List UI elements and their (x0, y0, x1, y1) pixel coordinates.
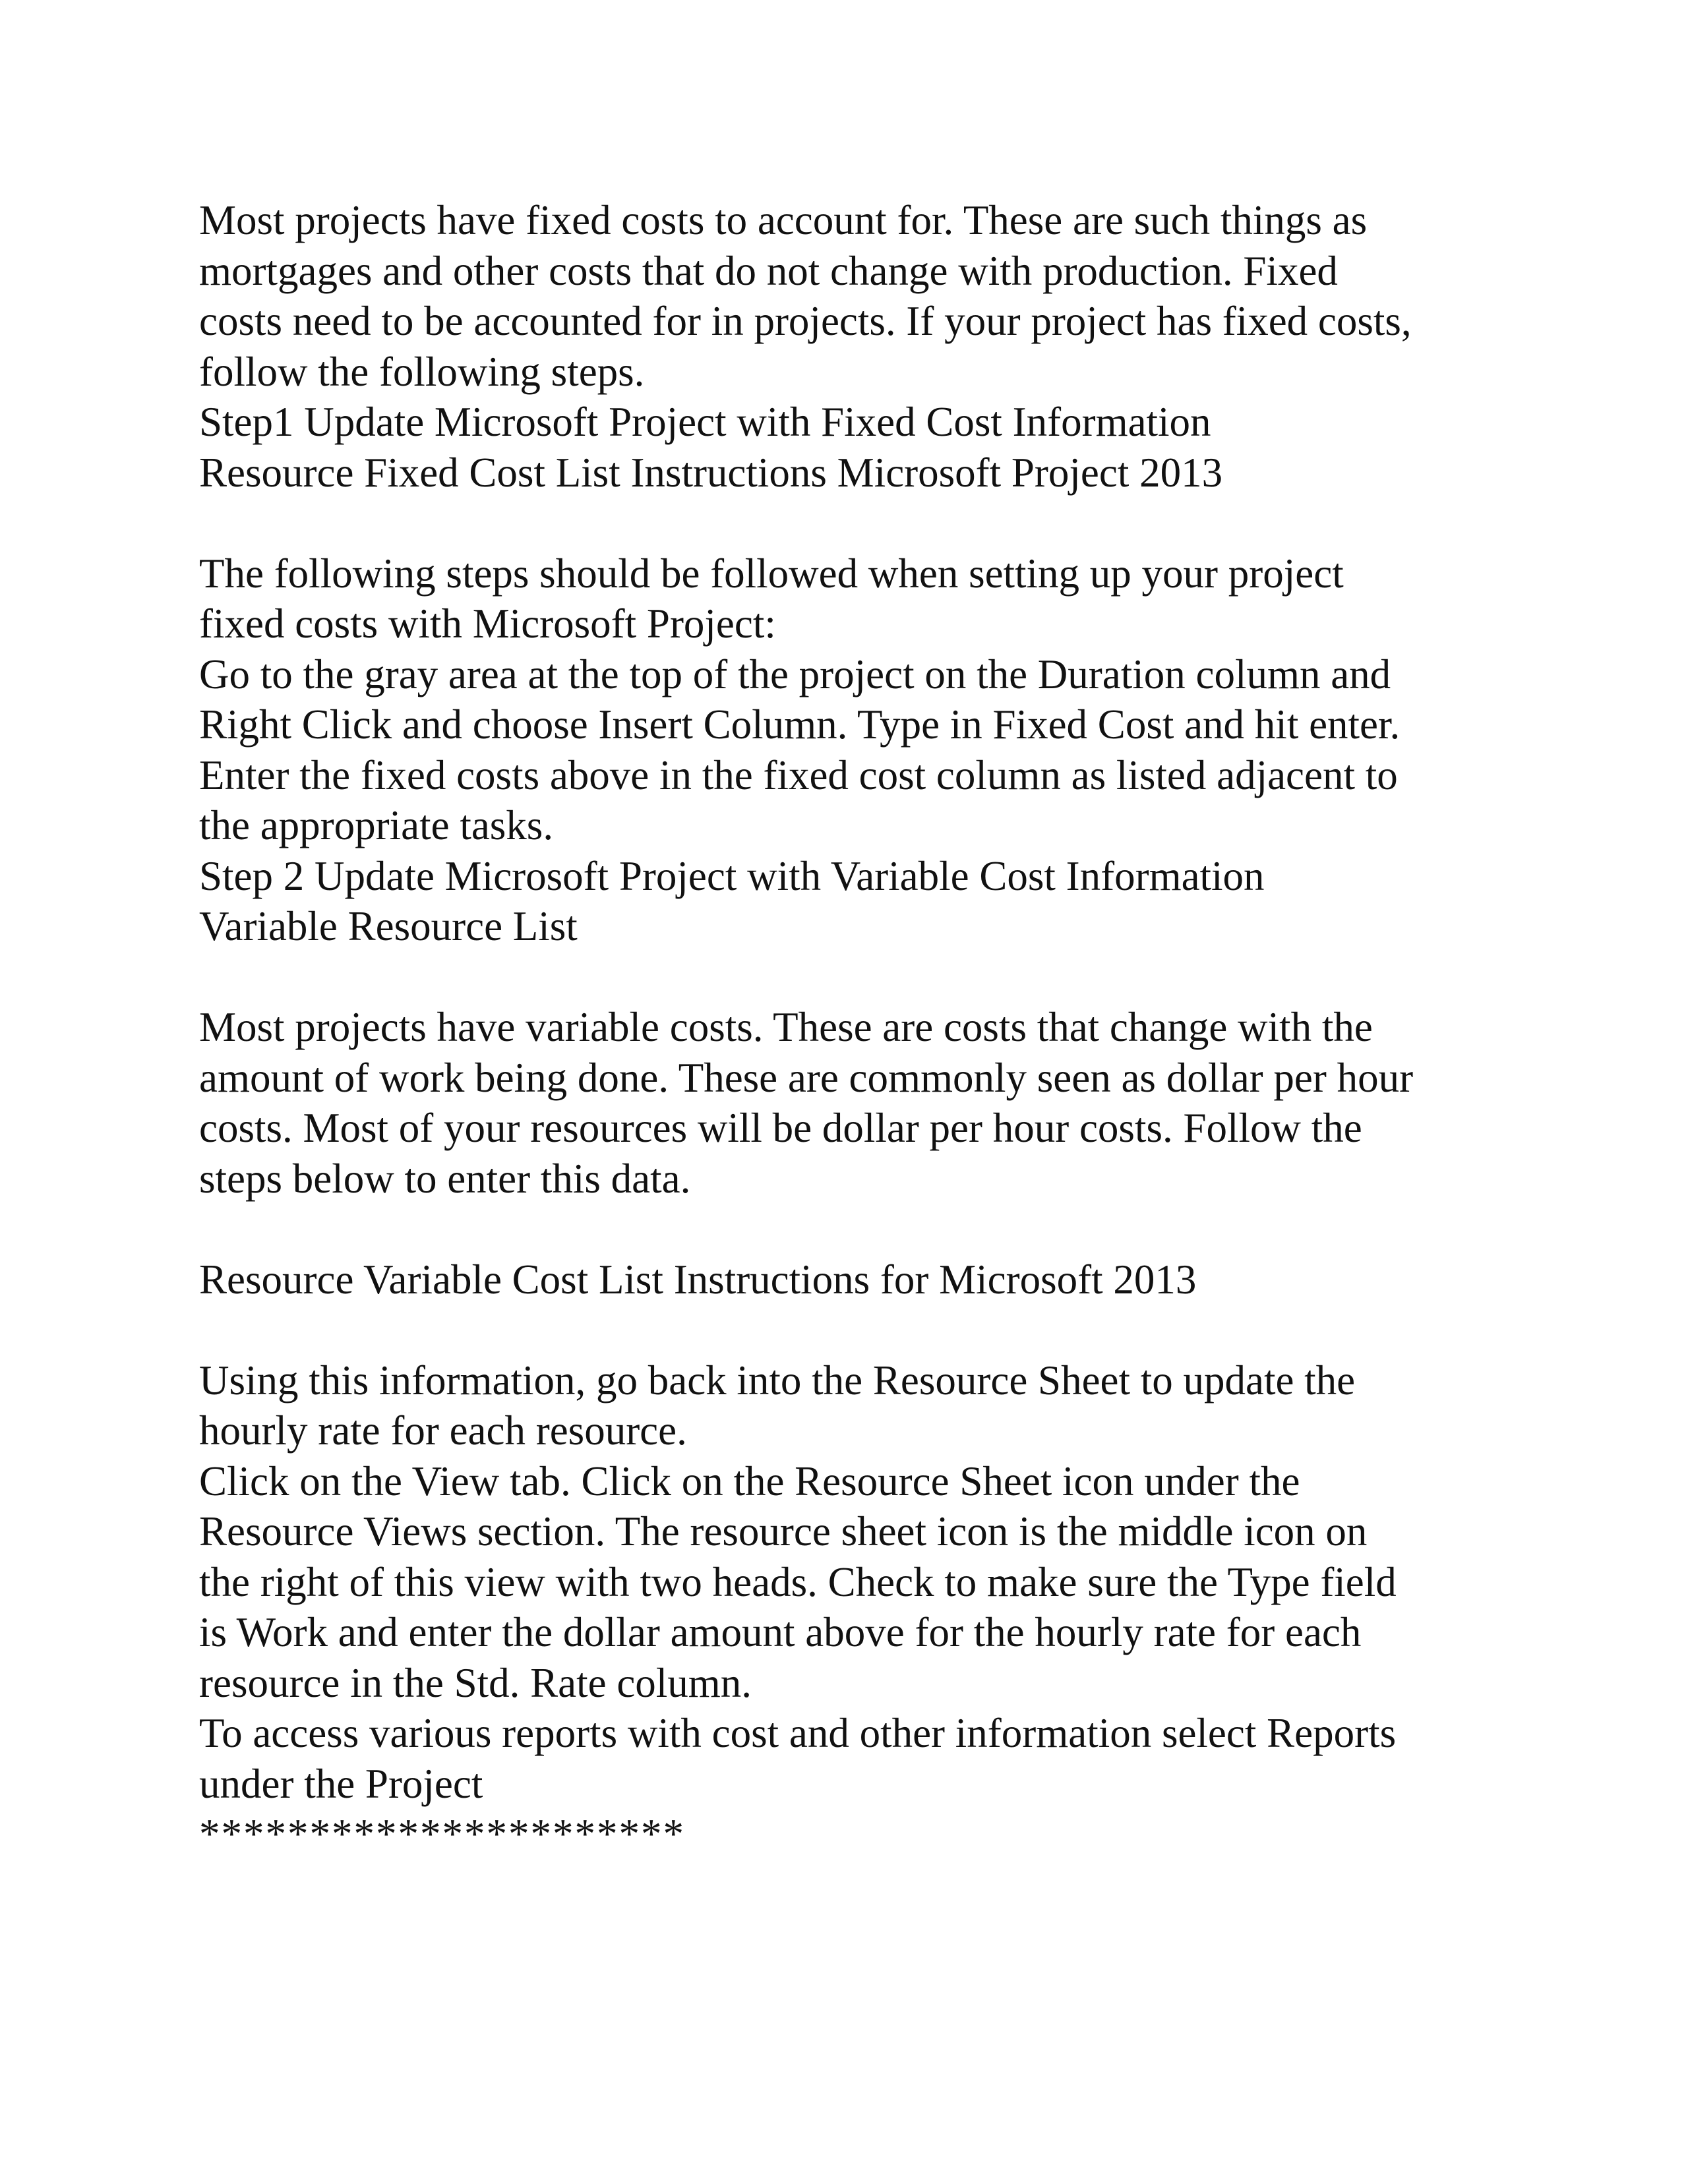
text-line: Most projects have fixed costs to account for. These are such things as (199, 197, 1368, 243)
text-line: resource in the Std. Rate column. (199, 1659, 752, 1706)
text-line: amount of work being done. These are commonly seen as dollar per hour (199, 1054, 1414, 1101)
section-heading: Variable Resource List (199, 903, 578, 949)
blank-line (199, 1305, 1551, 1355)
blank-line (199, 1204, 1551, 1254)
blank-line (199, 952, 1551, 1003)
section-heading: Resource Variable Cost List Instructions for Microsoft 2013 (199, 1256, 1197, 1303)
section-heading: Resource Fixed Cost List Instructions Microsoft Project 2013 (199, 449, 1223, 496)
text-line: The following steps should be followed when setting up your project (199, 550, 1344, 597)
text-line: under the Project (199, 1760, 483, 1807)
text-line: steps below to enter this data. (199, 1155, 691, 1202)
text-line: Using this information, go back into the Resource Sheet to update the (199, 1357, 1356, 1403)
asterisk-separator: ********************** (199, 1811, 685, 1857)
text-line: Go to the gray area at the top of the project on the Duration column and (199, 651, 1391, 697)
text-line: costs need to be accounted for in projects. If your project has fixed costs, (199, 298, 1412, 344)
text-line: hourly rate for each resource. (199, 1407, 687, 1454)
text-line: fixed costs with Microsoft Project: (199, 601, 776, 647)
step-1-heading: Step1 Update Microsoft Project with Fixed Cost Information (199, 399, 1211, 445)
text-line: To access various reports with cost and other information select Reports (199, 1710, 1397, 1756)
text-line: Most projects have variable costs. These are costs that change with the (199, 1004, 1373, 1050)
blank-line (199, 498, 1551, 548)
step-2-heading: Step 2 Update Microsoft Project with Variable Cost Information (199, 852, 1265, 899)
text-line: Right Click and choose Insert Column. Type in Fixed Cost and hit enter. (199, 701, 1401, 748)
text-line: follow the following steps. (199, 348, 645, 395)
text-line: Click on the View tab. Click on the Resource Sheet icon under the (199, 1458, 1300, 1504)
text-line: mortgages and other costs that do not change with production. Fixed (199, 247, 1338, 294)
text-line: is Work and enter the dollar amount above for the hourly rate for each (199, 1609, 1362, 1655)
text-line: Resource Views section. The resource sheet icon is the middle icon on (199, 1508, 1368, 1554)
text-line: the right of this view with two heads. Check to make sure the Type field (199, 1558, 1397, 1605)
text-line: costs. Most of your resources will be dollar per hour costs. Follow the (199, 1105, 1362, 1151)
document-page (199, 195, 1551, 1860)
text-line: the appropriate tasks. (199, 802, 554, 848)
text-line: Enter the fixed costs above in the fixed cost column as listed adjacent to (199, 752, 1398, 798)
